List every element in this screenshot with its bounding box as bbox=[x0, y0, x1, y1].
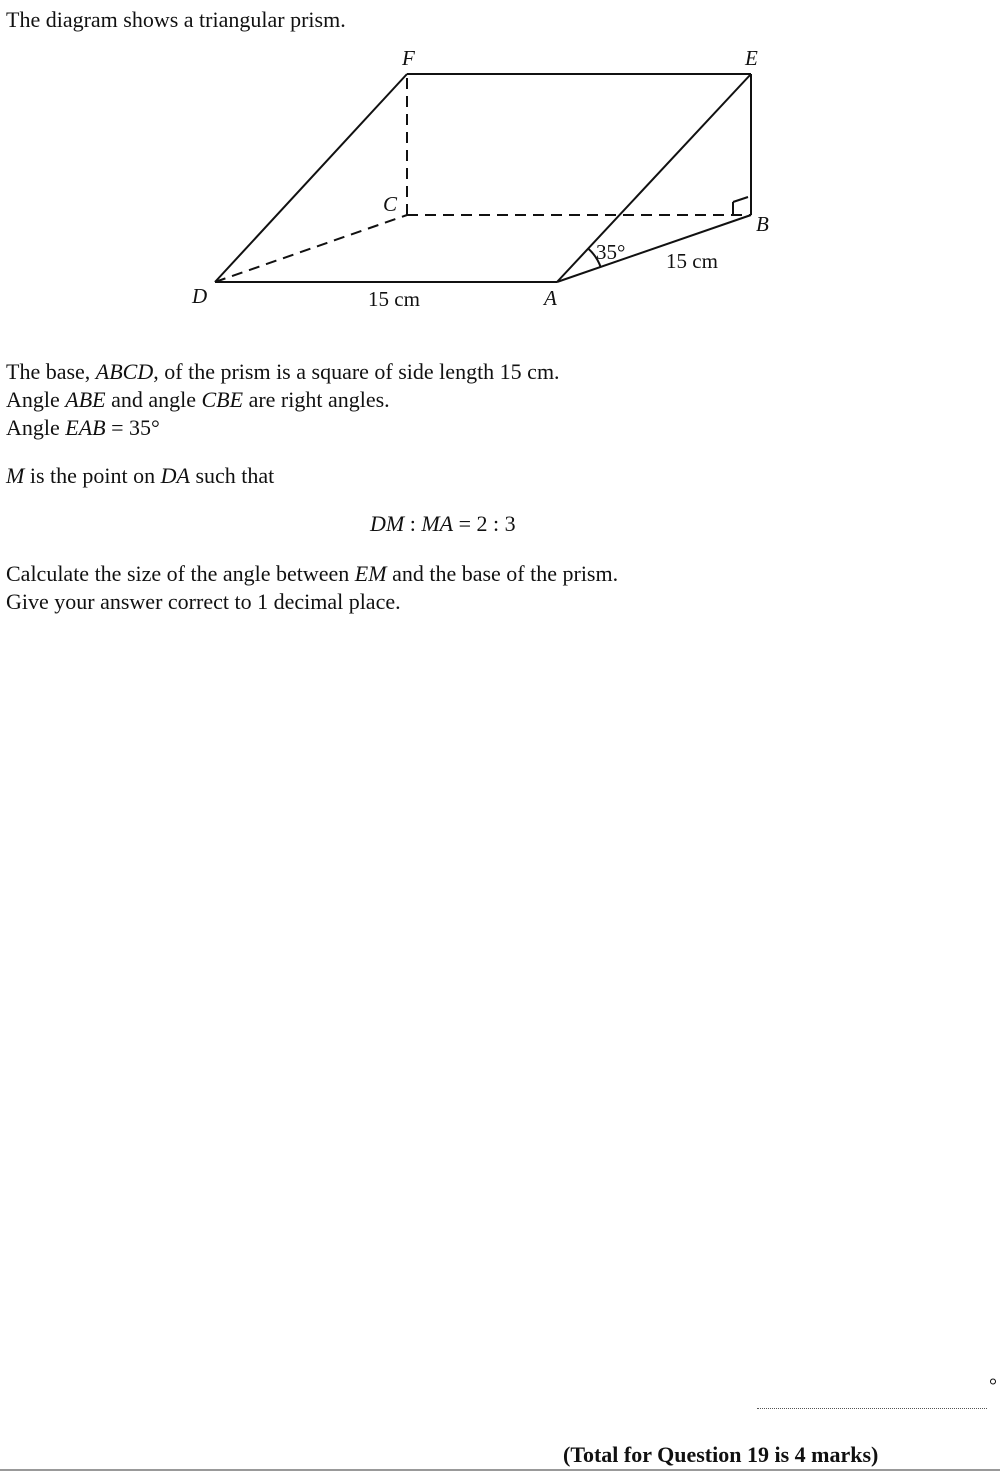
answer-line[interactable] bbox=[757, 1408, 987, 1409]
info-line-right-angles: Angle ABE and angle CBE are right angles. bbox=[6, 387, 390, 412]
label-b: B bbox=[756, 212, 769, 236]
label-e: E bbox=[745, 46, 758, 70]
info-line-point-m: M is the point on DA such that bbox=[6, 463, 275, 488]
label-a: A bbox=[544, 286, 557, 310]
angle-label: 35° bbox=[596, 240, 626, 264]
task-line-calculate: Calculate the size of the angle between EM and the base of the prism. bbox=[6, 561, 619, 586]
edge-ab bbox=[557, 215, 751, 282]
right-angle-marker bbox=[733, 197, 748, 215]
task-line-precision: Give your answer correct to 1 decimal place. bbox=[6, 589, 401, 614]
ratio-equation: DM : MA = 2 : 3 bbox=[370, 511, 516, 536]
prism-diagram bbox=[0, 40, 1000, 330]
edge-ea bbox=[557, 74, 751, 282]
length-label-ab: 15 cm bbox=[666, 249, 718, 273]
intro-text: The diagram shows a triangular prism. bbox=[6, 7, 346, 32]
label-f: F bbox=[402, 46, 415, 70]
info-line-angle-eab: Angle EAB = 35° bbox=[6, 415, 160, 440]
label-c: C bbox=[383, 192, 398, 216]
info-line-base: The base, ABCD, of the prism is a square of side length 15 cm. bbox=[6, 359, 560, 384]
edge-dc bbox=[215, 215, 407, 282]
total-marks: (Total for Question 19 is 4 marks) bbox=[563, 1442, 879, 1467]
length-label-da: 15 cm bbox=[368, 287, 420, 311]
bottom-divider bbox=[0, 1469, 1000, 1471]
edge-df bbox=[215, 74, 407, 282]
answer-unit: ° bbox=[989, 1375, 997, 1397]
label-d: D bbox=[192, 284, 208, 308]
